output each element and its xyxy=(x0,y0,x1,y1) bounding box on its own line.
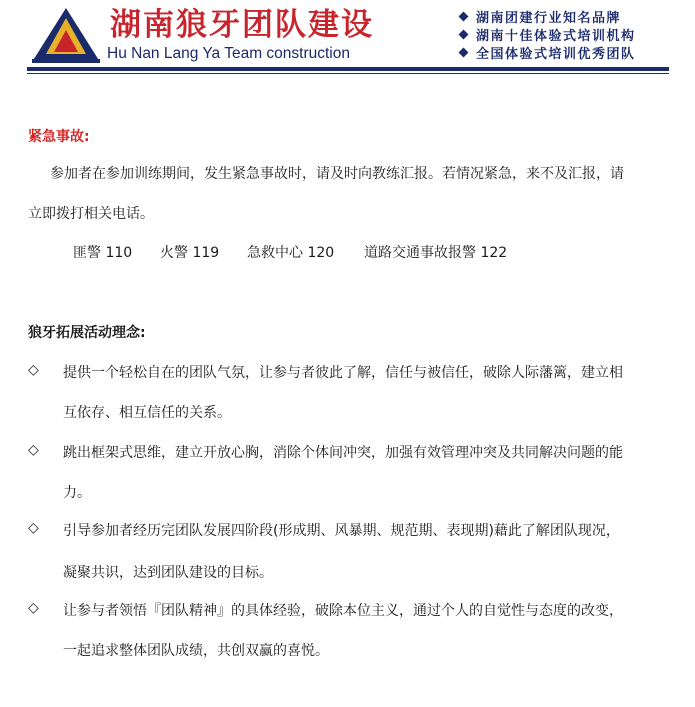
philosophy-item-line: 互依存、相互信任的关系。 xyxy=(63,405,231,421)
emergency-paragraph-line: 立即拨打相关电话。 xyxy=(28,206,154,222)
diamond-outline-bullet-icon: ◇ xyxy=(28,600,39,616)
tagline-text: 全国体验式培训优秀团队 xyxy=(476,46,636,62)
philosophy-item-line: 凝聚共识，达到团队建设的目标。 xyxy=(63,565,273,581)
brand-name-en: Hu Nan Lang Ya Team construction xyxy=(107,45,350,62)
tagline-item xyxy=(458,7,688,25)
tagline-text: 湖南团建行业知名品牌 xyxy=(476,10,622,26)
emergency-title: 紧急事故: xyxy=(28,129,90,145)
philosophy-item-line: 提供一个轻松自在的团队气氛，让参与者彼此了解，信任与被信任，破除人际藩篱，建立相 xyxy=(63,365,623,381)
philosophy-item-line: 引导参加者经历完团队发展四阶段(形成期、风暴期、规范期、表现期)藉此了解团队现况， xyxy=(63,523,620,539)
diamond-outline-bullet-icon: ◇ xyxy=(28,520,39,536)
tagline-list xyxy=(458,7,688,61)
tagline-text: 湖南十佳体验式培训机构 xyxy=(476,28,636,44)
philosophy-item-line: 跳出框架式思维，建立开放心胸，消除个体间冲突，加强有效管理冲突及共同解决问题的能 xyxy=(63,445,623,461)
diamond-outline-bullet-icon: ◇ xyxy=(28,362,39,378)
philosophy-item-line: 让参与者领悟『团队精神』的具体经验，破除本位主义，通过个人的自觉性与态度的改变， xyxy=(63,603,623,619)
philosophy-item-line: 一起追求整体团队成绩，共创双赢的喜悦。 xyxy=(63,643,329,659)
phone-entry: 匪警 110 xyxy=(73,245,133,261)
tagline-item xyxy=(458,25,688,43)
page-header xyxy=(0,0,695,74)
triangle-logo-icon xyxy=(30,6,102,64)
diamond-bullet-icon xyxy=(459,47,469,57)
diamond-bullet-icon xyxy=(459,29,469,39)
philosophy-item-line: 力。 xyxy=(63,485,91,501)
diamond-bullet-icon xyxy=(459,11,469,21)
brand-name-cn: 湖南狼牙团队建设 xyxy=(110,7,374,43)
header-divider-thin xyxy=(27,73,669,74)
header-divider-thick xyxy=(27,67,669,71)
emergency-phone-list xyxy=(73,242,507,262)
tagline-item xyxy=(458,43,688,61)
phone-entry: 道路交通事故报警 122 xyxy=(364,245,508,261)
phone-entry: 火警 119 xyxy=(160,245,220,261)
phone-entry: 急救中心 120 xyxy=(247,245,335,261)
emergency-paragraph-line: 参加者在参加训练期间，发生紧急事故时，请及时向教练汇报。若情况紧急，来不及汇报，请 xyxy=(50,166,624,182)
philosophy-title: 狼牙拓展活动理念: xyxy=(28,325,146,341)
diamond-outline-bullet-icon: ◇ xyxy=(28,442,39,458)
